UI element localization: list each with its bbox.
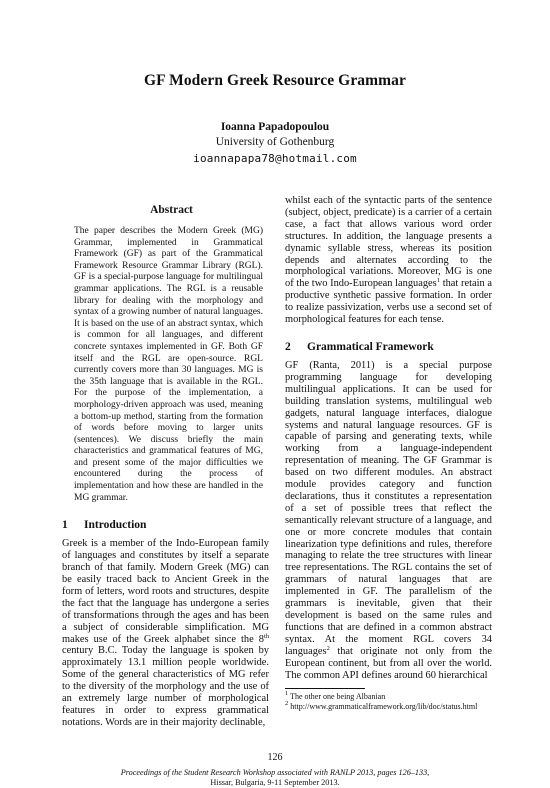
gf-text-part2: that originate not only from the European continent, but from all over the world. The common API defines around 60 hierarchical bbox=[285, 645, 492, 681]
left-column bbox=[62, 195, 269, 729]
author-email: ioannapapa78@hotmail.com bbox=[193, 152, 357, 165]
continuation-text-part2: that retain a productive synthetic passive formation. In order to realize passivization, verbs use a second set of morphological features for each tense. bbox=[285, 278, 492, 326]
continuation-text-part1: whilst each of the syntactic parts of the sentence (subject, object, predicate) is a carrier of a certain case, a fact that allows various word order structures. In addition, the language presents a dynamic syllable stress, whereas its position depends and alternates according to the morphological variations. Moreover, MG is one of the two Indo-European languages bbox=[285, 195, 492, 290]
introduction-text-part2: century B.C. Today the language is spoken by approximately 13.1 million people worldwide. Some of the general characteristics of MG refer to the diversity of the morphology and the use of an extremely large number of morphological features in order to express grammatical notations. Words are in their majority declinable, bbox=[62, 645, 269, 728]
page-number: 126 bbox=[267, 752, 283, 763]
proceedings-citation: Proceedings of the Student Research Workshop associated with RANLP 2013, pages 126–133, bbox=[120, 768, 430, 777]
section-title: Introduction bbox=[84, 519, 147, 532]
footnote-text: The other one being Albanian bbox=[290, 692, 386, 702]
footnote-url: http://www.grammaticalframework.org/lib/doc/status.html bbox=[290, 701, 478, 711]
author-name: Ioanna Papadopoulou bbox=[220, 121, 330, 133]
abstract-heading: Abstract bbox=[150, 204, 193, 216]
footnote-mark: 1 bbox=[285, 690, 289, 698]
footnote-ref-1: 1 bbox=[436, 277, 440, 285]
section-heading-introduction bbox=[62, 518, 269, 532]
section-number: 2 bbox=[285, 340, 291, 353]
introduction-continuation bbox=[285, 195, 492, 326]
section-number: 1 bbox=[62, 519, 68, 532]
superscript-th: th bbox=[263, 632, 269, 640]
abstract-text: The paper describes the Modern Greek (MG) Grammar, implemented in Grammatical Framework (GF) as part of the Grammatical Framework Resource Grammar Library (RGL). GF is a special-purpose language for multilingual grammar applications. The RGL is a reusable library for dealing with the morphology and syntax of a growing number of natural languages. It is based on the use of an abstract syntax, which is common for all languages, and different concrete syntaxes implemented in GF. Both GF itself and the RGL are open-source. RGL currently covers more than 30 languages. MG is the 35th language that is available in the RGL. For the purpose of the implementation, a morphology-driven approach was used, meaning a bottom-up method, starting from the formation of words before moving to larger units (sentences). We discuss briefly the main characteristics and grammatical features of MG, and present some of the major difficulties we encountered during the process of implementation and how these are handled in the MG grammar. bbox=[74, 226, 263, 503]
gf-text-part1: GF (Ranta, 2011) is a special purpose programming language for developing multilingual applications. It can be used for building translation systems, multilingual web gadgets, natural language interfaces, dialogue systems and natural language resources. GF is capable of parsing and generating texts, while working from a language-independent representation of meaning. The GF Grammar is based on two different modules. An abstract module provides category and function declarations, thus it constitutes a representation of a set of possible trees that reflect the semantically relevant structure of a language, and one or more concrete modules that contain linearization type definitions and rules, therefore managing to relate the tree structures with linear tree representations. The RGL contains the set of grammars of natural languages that are implemented in GF. The parallelism of the grammars is inevitable, given that their development is based on the same rules and functions that are defined in a common abstract syntax. At the moment RGL covers 34 languages bbox=[285, 359, 492, 657]
author-affiliation: University of Gothenburg bbox=[215, 136, 335, 148]
introduction-paragraph bbox=[62, 538, 269, 729]
section-title: Grammatical Framework bbox=[307, 340, 434, 353]
footnote-divider bbox=[285, 688, 365, 689]
author-block bbox=[0, 120, 550, 167]
introduction-text-part1: Greek is a member of the Indo-European family of languages and constitutes by itself a separate branch of that family. Modern Greek (MG) can be easily traced back to Ancient Greek in the form of letters, word roots and structures, despite the fact that the language has undergone a series of transformations through the ages and has been a subject of considerable simplification. MG makes use of the Greek alphabet since the 8 bbox=[62, 538, 269, 645]
grammatical-framework-paragraph bbox=[285, 360, 492, 681]
footnote-2 bbox=[285, 699, 492, 712]
footnote-mark: 2 bbox=[285, 699, 289, 707]
right-column bbox=[285, 195, 492, 711]
venue-line: Hissar, Bulgaria, 9-11 September 2013. bbox=[210, 778, 340, 787]
section-heading-grammatical-framework bbox=[285, 340, 492, 354]
footnote-1 bbox=[285, 692, 492, 702]
paper-title: GF Modern Greek Resource Grammar bbox=[143, 72, 407, 89]
footnote-ref-2: 2 bbox=[326, 644, 330, 652]
